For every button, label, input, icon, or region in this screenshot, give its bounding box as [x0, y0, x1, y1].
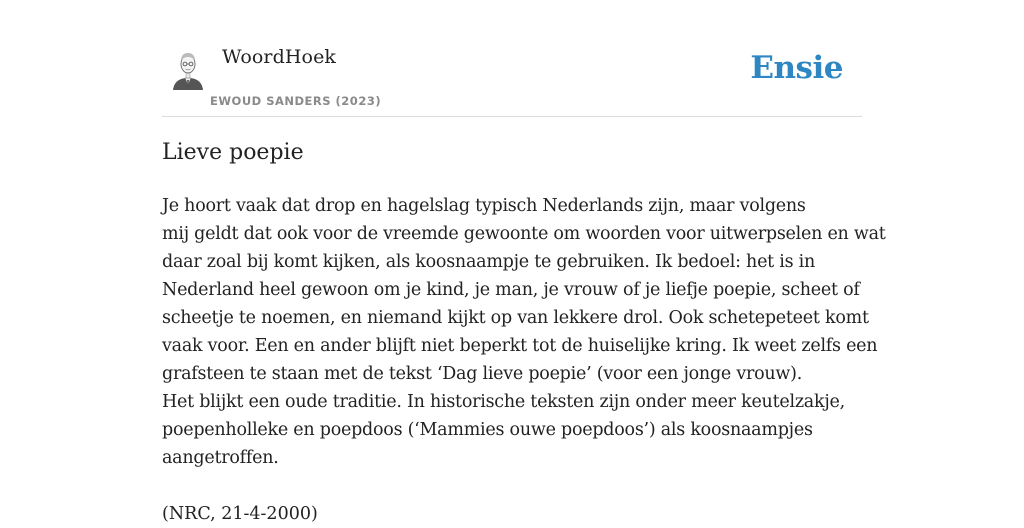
- body-line: Het blijkt een oude traditie. In historische teksten zijn onder meer keutelzakje,: [162, 392, 845, 412]
- body-line: mij geldt dat ook voor de vreemde gewoonte om woorden voor uitwerpselen en wat: [162, 224, 886, 244]
- brand-logo[interactable]: Ensie: [750, 50, 843, 86]
- body-line: vaak voor. Een en ander blijft niet beperkt tot de huiselijke kring. Ik weet zelfs een: [162, 336, 878, 356]
- body-line: poepenholleke en poepdoos (‘Mammies ouwe poepdoos’) als koosnaampjes: [162, 420, 813, 440]
- article-source: (NRC, 21-4-2000): [162, 504, 318, 524]
- article-title: Lieve poepie: [162, 140, 304, 165]
- body-line: Je hoort vaak dat drop en hagelslag typisch Nederlands zijn, maar volgens: [162, 196, 806, 216]
- body-line: scheetje te noemen, en niemand kijkt op van lekkere drol. Ook schetepeteet komt: [162, 308, 869, 328]
- column-title[interactable]: WoordHoek: [222, 46, 337, 68]
- body-line: Nederland heel gewoon om je kind, je man, je vrouw of je liefje poepie, scheet of: [162, 280, 860, 300]
- body-line: aangetroffen.: [162, 448, 279, 468]
- author-byline: EWOUD SANDERS (2023): [210, 94, 382, 108]
- header: [162, 0, 862, 117]
- body-line: grafsteen te staan met de tekst ‘Dag lieve poepie’ (voor een jonge vrouw).: [162, 364, 803, 384]
- article-body: [162, 192, 886, 472]
- portrait-sketch-icon[interactable]: [170, 49, 206, 91]
- body-line: daar zoal bij komt kijken, als koosnaampje te gebruiken. Ik bedoel: het is in: [162, 252, 816, 272]
